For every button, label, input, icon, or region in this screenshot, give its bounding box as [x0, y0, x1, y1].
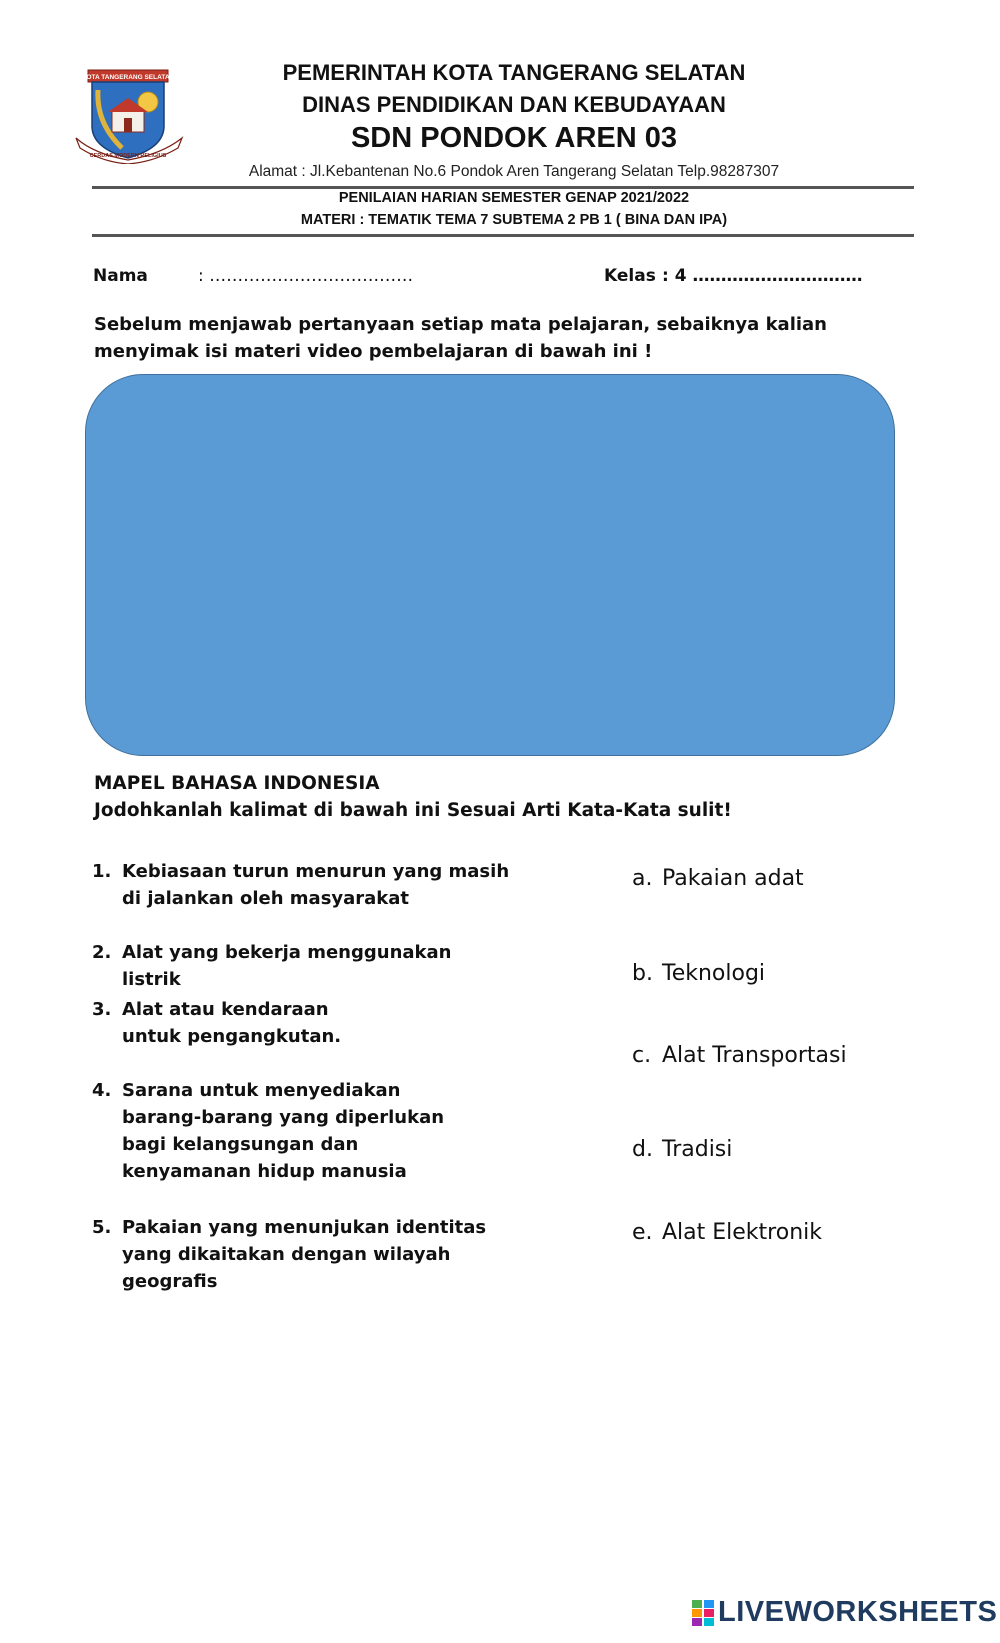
nama-field[interactable]: : ……………………………… [198, 266, 414, 286]
question-number: 3. [92, 999, 112, 1020]
header-divider-bottom [92, 234, 914, 237]
school-address: Alamat : Jl.Kebantenan No.6 Pondok Aren Tangerang Selatan Telp.98287307 [248, 163, 780, 180]
answer-d[interactable] [632, 1137, 732, 1162]
answer-text: Teknologi [662, 961, 766, 986]
question-text: Pakaian yang menunjukan identitas yang dikaitakan dengan wilayah geografis [122, 1217, 487, 1292]
liveworksheets-logo-icon [692, 1600, 714, 1626]
answer-letter: b. [632, 961, 653, 986]
kelas-label: Kelas [604, 266, 656, 286]
question-text: Alat yang bekerja menggunakan listrik [122, 942, 452, 990]
answer-letter: c. [632, 1043, 652, 1068]
liveworksheets-brand: LIVEWORKSHEETS [718, 1596, 998, 1628]
question-5 [92, 1214, 512, 1295]
nama-label: Nama [93, 266, 148, 286]
logo-text: KOTA TANGERANG SELATAN [81, 74, 175, 81]
question-3 [92, 996, 392, 1050]
question-text: Sarana untuk menyediakan barang-barang yang diperlukan bagi kelangsungan dan kenyamanan hidup manusia [122, 1080, 445, 1182]
answer-e[interactable] [632, 1220, 822, 1245]
section-title: MAPEL BAHASA INDONESIA [94, 773, 380, 794]
answer-text: Alat Transportasi [662, 1043, 847, 1068]
question-number: 4. [92, 1080, 112, 1101]
question-1 [92, 858, 512, 912]
school-name: SDN PONDOK AREN 03 [350, 122, 678, 154]
answer-c[interactable] [632, 1043, 847, 1068]
question-2 [92, 939, 512, 993]
section-instruction: Jodohkanlah kalimat di bawah ini Sesuai Arti Kata-Kata sulit! [94, 800, 732, 821]
question-number: 5. [92, 1217, 112, 1238]
video-player[interactable] [85, 374, 895, 756]
answer-letter: e. [632, 1220, 653, 1245]
intro-instruction: Sebelum menjawab pertanyaan setiap mata pelajaran, sebaiknya kalian menyimak isi materi video pembelajaran di bawah ini ! [94, 314, 827, 362]
kelas-field[interactable]: : 4 ………………………… [662, 266, 863, 286]
answer-text: Pakaian adat [662, 866, 804, 891]
answer-letter: d. [632, 1137, 653, 1162]
question-number: 1. [92, 861, 112, 882]
header-government: PEMERINTAH KOTA TANGERANG SELATAN [282, 60, 746, 85]
question-text: Kebiasaan turun menurun yang masih di jalankan oleh masyarakat [122, 861, 510, 909]
answer-text: Alat Elektronik [662, 1220, 822, 1245]
header-department: DINAS PENDIDIKAN DAN KEBUDAYAAN [302, 92, 726, 117]
answer-a[interactable] [632, 866, 804, 891]
question-4 [92, 1077, 477, 1185]
logo-motto: CERDAS MODERN RELIGIUS [89, 153, 167, 159]
answer-text: Tradisi [662, 1137, 733, 1162]
header-divider-top [92, 186, 914, 189]
material-title: MATERI : TEMATIK TEMA 7 SUBTEMA 2 PB 1 ( BINA DAN IPA) [300, 212, 728, 228]
answer-letter: a. [632, 866, 653, 891]
question-text: Alat atau kendaraan untuk pengangkutan. [122, 999, 342, 1047]
answer-b[interactable] [632, 961, 765, 986]
question-number: 2. [92, 942, 112, 963]
assessment-title: PENILAIAN HARIAN SEMESTER GENAP 2021/2022 [338, 190, 690, 206]
